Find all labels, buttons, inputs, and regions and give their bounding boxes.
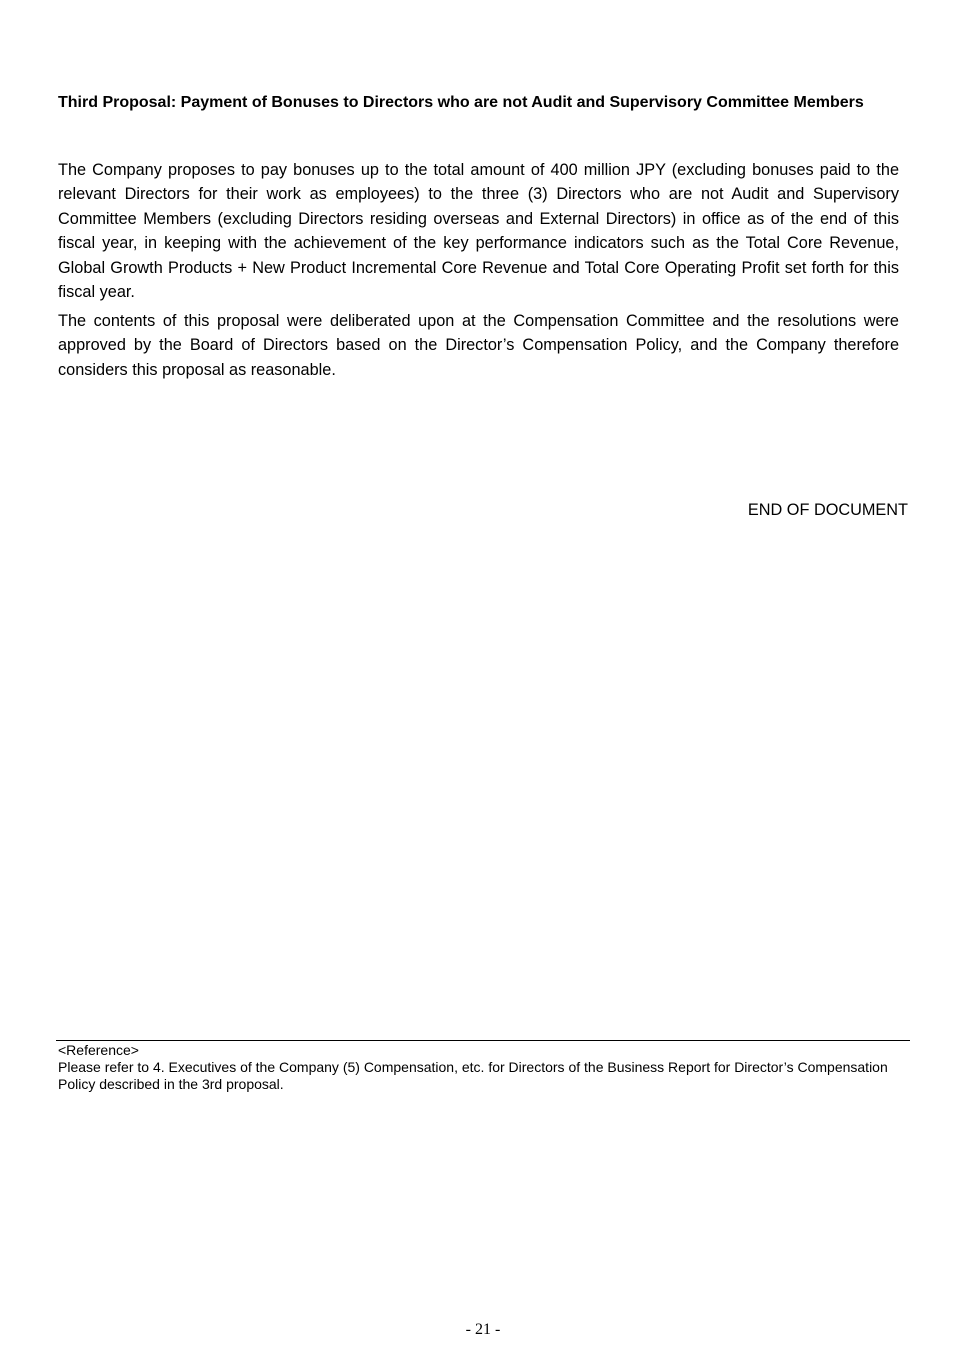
reference-text: Please refer to 4. Executives of the Company (5) Compensation, etc. for Directors of the Business Report for Director’s Compensation Policy described in the 3rd proposal.: [58, 1059, 888, 1092]
proposal-paragraph-2: The contents of this proposal were deliberated upon at the Compensation Committee and the resolutions were approved by the Board of Directors based on the Director’s Compensation Policy, and the Company therefore considers this proposal as reasonable.: [58, 312, 899, 379]
proposal-heading: Third Proposal: Payment of Bonuses to Directors who are not Audit and Supervisory Committee Members: [58, 94, 864, 111]
proposal-paragraph-1: The Company proposes to pay bonuses up to the total amount of 400 million JPY (excluding bonuses paid to the relevant Directors for their work as employees) to the three (3) Directors who are not Audit and Supervisory Committee Members (excluding Directors residing overseas and External Directors) in office as of the end of this fiscal year, in keeping with the achievement of the key performance indicators such as the Total Core Revenue, Global Growth Products + New Product Incremental Core Revenue and Total Core Operating Profit set forth for this fiscal year.: [58, 161, 899, 302]
reference-divider: [56, 1040, 910, 1041]
reference-title: <Reference>: [58, 1042, 139, 1058]
end-of-document-marker: END OF DOCUMENT: [747, 501, 908, 519]
page-number: - 21 -: [465, 1321, 501, 1338]
